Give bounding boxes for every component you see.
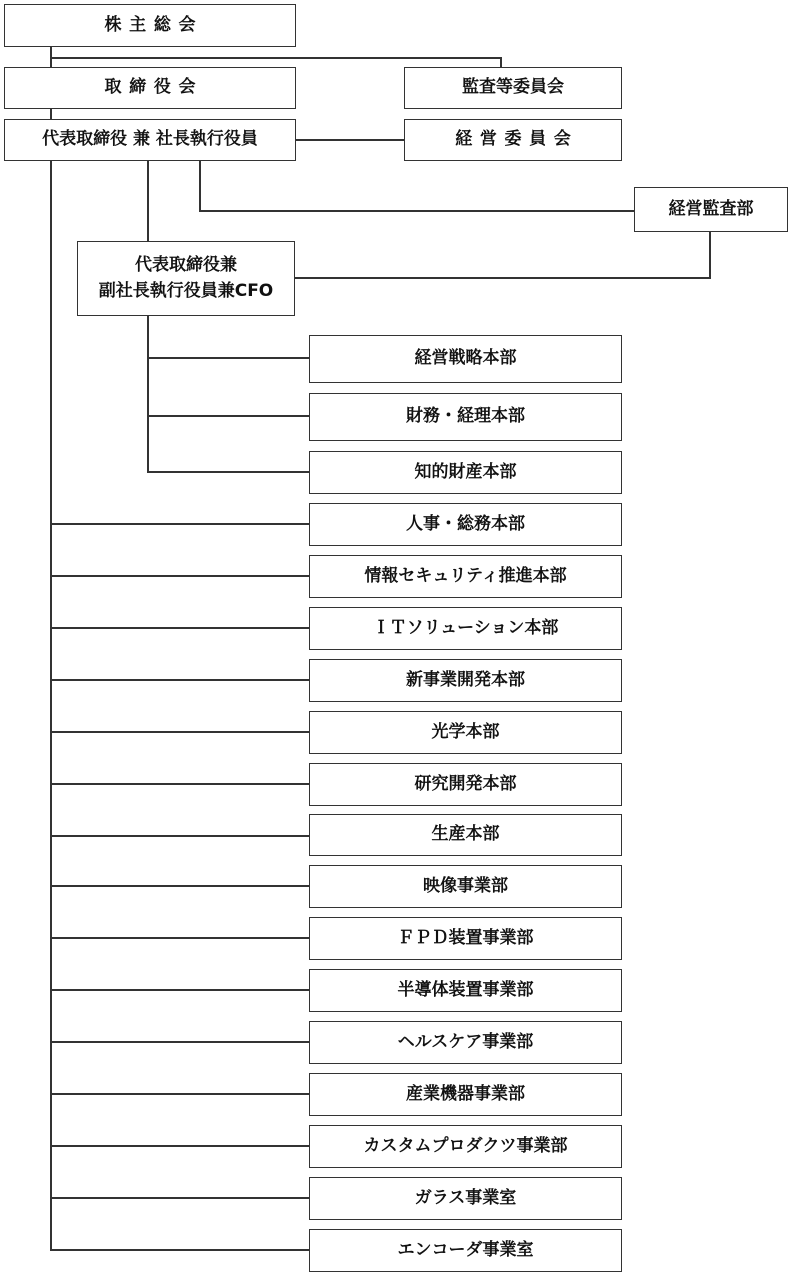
division-box: 新事業開発本部 <box>309 659 622 702</box>
connector-div-7 <box>50 835 310 837</box>
connector-div-6 <box>50 783 310 785</box>
division-box: ガラス事業室 <box>309 1177 622 1220</box>
division-box: 産業機器事業部 <box>309 1073 622 1116</box>
connector-cfo-trunk <box>147 315 149 473</box>
connector-div-2 <box>50 575 310 577</box>
division-box: 映像事業部 <box>309 865 622 908</box>
connector-div-8 <box>50 885 310 887</box>
connector-cfo-div-1 <box>147 357 310 359</box>
connector-cfo-div-2 <box>147 415 310 417</box>
connector-div-14 <box>50 1197 310 1199</box>
connector-ceo-management <box>295 139 405 141</box>
connector-ceo-cfo <box>147 160 149 242</box>
internal-audit-box: 経営監査部 <box>634 187 788 232</box>
connector-div-9 <box>50 937 310 939</box>
shareholders-meeting-box: 株主総会 <box>4 4 296 47</box>
connector-div-15 <box>50 1249 310 1251</box>
division-box: 研究開発本部 <box>309 763 622 806</box>
cfo-division-box: 経営戦略本部 <box>309 335 622 383</box>
ceo-box: 代表取締役 兼 社長執行役員 <box>4 119 296 161</box>
cfo-box <box>77 241 295 316</box>
division-box: 人事・総務本部 <box>309 503 622 546</box>
cfo-title-line2: 副社長執行役員兼CFO <box>98 280 274 301</box>
division-box: カスタムプロダクツ事業部 <box>309 1125 622 1168</box>
cfo-title-line1: 代表取締役兼 <box>135 255 237 276</box>
connector-div-4 <box>50 679 310 681</box>
connector-div-3 <box>50 627 310 629</box>
connector-main-trunk <box>50 160 52 1251</box>
cfo-division-box: 知的財産本部 <box>309 451 622 494</box>
division-box: エンコーダ事業室 <box>309 1229 622 1272</box>
division-box: 情報セキュリティ推進本部 <box>309 555 622 598</box>
division-box: 光学本部 <box>309 711 622 754</box>
board-of-directors-box: 取締役会 <box>4 67 296 109</box>
connector-cfo-audit-dept-h <box>294 277 711 279</box>
connector-cfo-div-3 <box>147 471 310 473</box>
division-box: 半導体装置事業部 <box>309 969 622 1012</box>
division-box: 生産本部 <box>309 814 622 856</box>
connector-ceo-audit-dept-v <box>199 160 201 212</box>
connector-div-1 <box>50 523 310 525</box>
audit-committee-box: 監査等委員会 <box>404 67 622 109</box>
division-box: ＩＴソリューション本部 <box>309 607 622 650</box>
management-committee-box: 経営委員会 <box>404 119 622 161</box>
connector-div-13 <box>50 1145 310 1147</box>
division-box: ヘルスケア事業部 <box>309 1021 622 1064</box>
connector-cfo-audit-dept-v <box>709 231 711 279</box>
connector-shareholders-audit-h <box>50 57 502 59</box>
connector-div-12 <box>50 1093 310 1095</box>
division-box: ＦＰＤ装置事業部 <box>309 917 622 960</box>
connector-ceo-audit-dept-h <box>199 210 635 212</box>
cfo-division-box: 財務・経理本部 <box>309 393 622 441</box>
connector-div-11 <box>50 1041 310 1043</box>
connector-div-10 <box>50 989 310 991</box>
connector-div-5 <box>50 731 310 733</box>
